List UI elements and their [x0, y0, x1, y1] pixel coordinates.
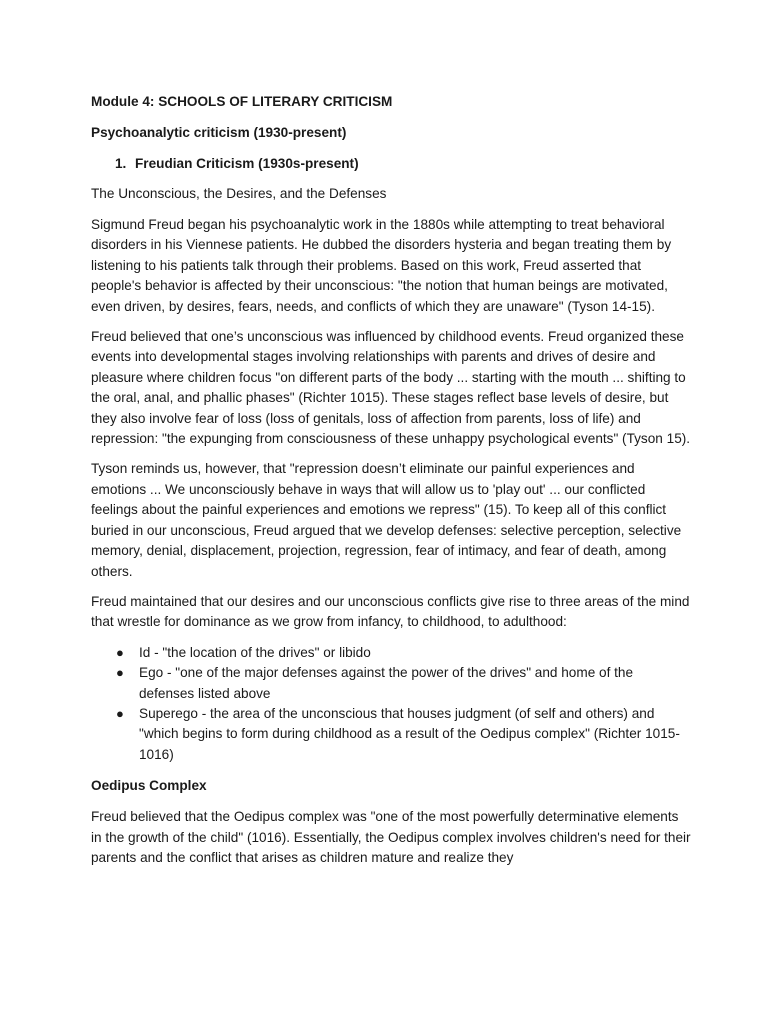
section-subtitle: The Unconscious, the Desires, and the Defenses — [91, 186, 387, 201]
paragraph: Sigmund Freud began his psychoanalytic work in the 1880s while attempting to treat behavioral disorders in his Viennese patients. He dubbed the disorders hysteria and began treating them by listening to his patients talk through their problems. Based on this work, Freud asserted that people's behavior is affected by their unconscious: "the notion that human beings are motivated, even driven, by desires, fears, needs, and conflicts of which they are unaware" (Tyson 14-15). — [91, 217, 672, 314]
paragraph: Freud believed that one’s unconscious was influenced by childhood events. Freud organized these events into developmental stages involving relationships with parents and drives of desire and pleasure where children focus "on different parts of the body ... starting with the mouth ... shifting to the oral, anal, and phallic phases" (Richter 1015). These stages reflect base levels of desire, but they also involve fear of loss (loss of genitals, loss of affection from parents, loss of life) and repression: "the expunging from consciousness of these unhappy psychological events" (Tyson 15). — [91, 329, 691, 447]
section-number: 1. — [115, 156, 127, 171]
list-item-text: Superego - the area of the unconscious that houses judgment (of self and others) and "which begins to form during childhood as a result of the Oedipus complex" (Richter 1015-1016) — [139, 705, 680, 762]
document-page — [91, 92, 691, 878]
paragraph: Freud maintained that our desires and our unconscious conflicts give rise to three areas of the mind that wrestle for dominance as we grow from infancy, to childhood, to adulthood: — [91, 593, 690, 630]
list-item — [91, 643, 691, 663]
module-heading: Module 4: SCHOOLS OF LITERARY CRITICISM — [91, 94, 393, 109]
list-item — [91, 663, 691, 704]
school-heading: Psychoanalytic criticism (1930-present) — [91, 125, 347, 140]
section-heading — [91, 154, 691, 174]
section-title: Freudian Criticism (1930s-present) — [135, 156, 359, 171]
list-item-text: Id - "the location of the drives" or libido — [139, 644, 371, 660]
mind-areas-list — [91, 643, 691, 765]
bullet-icon: ● — [116, 705, 124, 721]
paragraph: Freud believed that the Oedipus complex was "one of the most powerfully determinative elements in the growth of the child" (1016). Essentially, the Oedipus complex involves children's need for their parents and the conflict that arises as children mature and realize they — [91, 809, 691, 865]
list-item-text: Ego - "one of the major defenses against the power of the drives" and home of the defenses listed above — [139, 665, 634, 701]
bullet-icon: ● — [116, 665, 124, 681]
list-item — [91, 704, 691, 765]
oedipus-heading: Oedipus Complex — [91, 778, 207, 794]
bullet-icon: ● — [116, 644, 124, 660]
paragraph: Tyson reminds us, however, that "repression doesn’t eliminate our painful experiences and emotions ... We unconsciously behave in ways that will allow us to 'play out' ... our conflicted feelings about the painful experiences and emotions we repress" (15). To keep all of this conflict buried in our unconscious, Freud argued that we develop defenses: selective perception, selective memory, denial, displacement, projection, regression, fear of intimacy, and fear of death, among others. — [91, 461, 682, 579]
